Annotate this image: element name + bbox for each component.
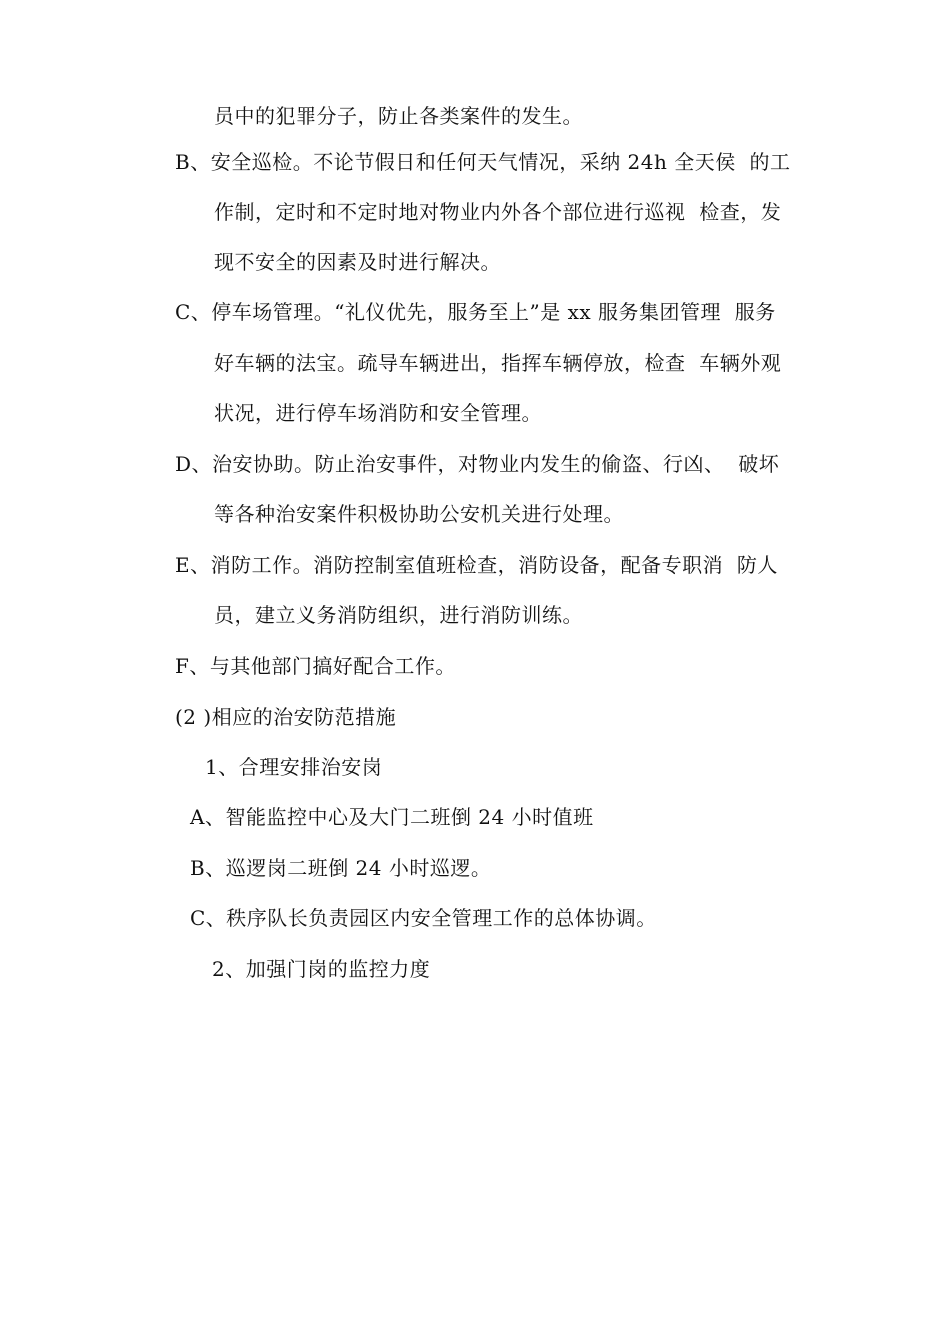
text-line: B、巡逻岗二班倒 24 小时巡逻。 — [190, 856, 492, 880]
text-line: E、消防工作。消防控制室值班检查，消防设备，配备专职消 防人 — [175, 553, 778, 577]
text-line: F、与其他部门搞好配合工作。 — [175, 654, 456, 678]
text-line: 员，建立义务消防组织，进行消防训练。 — [214, 603, 583, 627]
text-line: 员中的犯罪分子，防止各类案件的发生。 — [214, 104, 583, 128]
subsection-heading: 1、合理安排治安岗 — [205, 755, 383, 779]
subsection-heading: 2、加强门岗的监控力度 — [212, 957, 431, 981]
text-line: 现不安全的因素及时进行解决。 — [214, 250, 501, 274]
text-line: 好车辆的法宝。疏导车辆进出，指挥车辆停放，检查 车辆外观 — [214, 351, 782, 375]
text-line: 状况，进行停车场消防和安全管理。 — [214, 401, 542, 425]
text-line: 作制，定时和不定时地对物业内外各个部位进行巡视 检查，发 — [214, 200, 782, 224]
text-line: C、停车场管理。“礼仪优先，服务至上”是 xx 服务集团管理 服务 — [175, 300, 776, 324]
text-line: D、治安协助。防止治安事件，对物业内发生的偷盗、行凶、 破坏 — [175, 452, 780, 476]
text-line: C、秩序队长负责园区内安全管理工作的总体协调。 — [190, 906, 657, 930]
text-line: A、智能监控中心及大门二班倒 24 小时值班 — [190, 805, 594, 829]
text-line: B、安全巡检。不论节假日和任何天气情况，采纳 24h 全天侯 的工 — [175, 150, 791, 174]
section-heading: (2 )相应的治安防范措施 — [175, 705, 397, 729]
text-line: 等各种治安案件积极协助公安机关进行处理。 — [214, 502, 624, 526]
